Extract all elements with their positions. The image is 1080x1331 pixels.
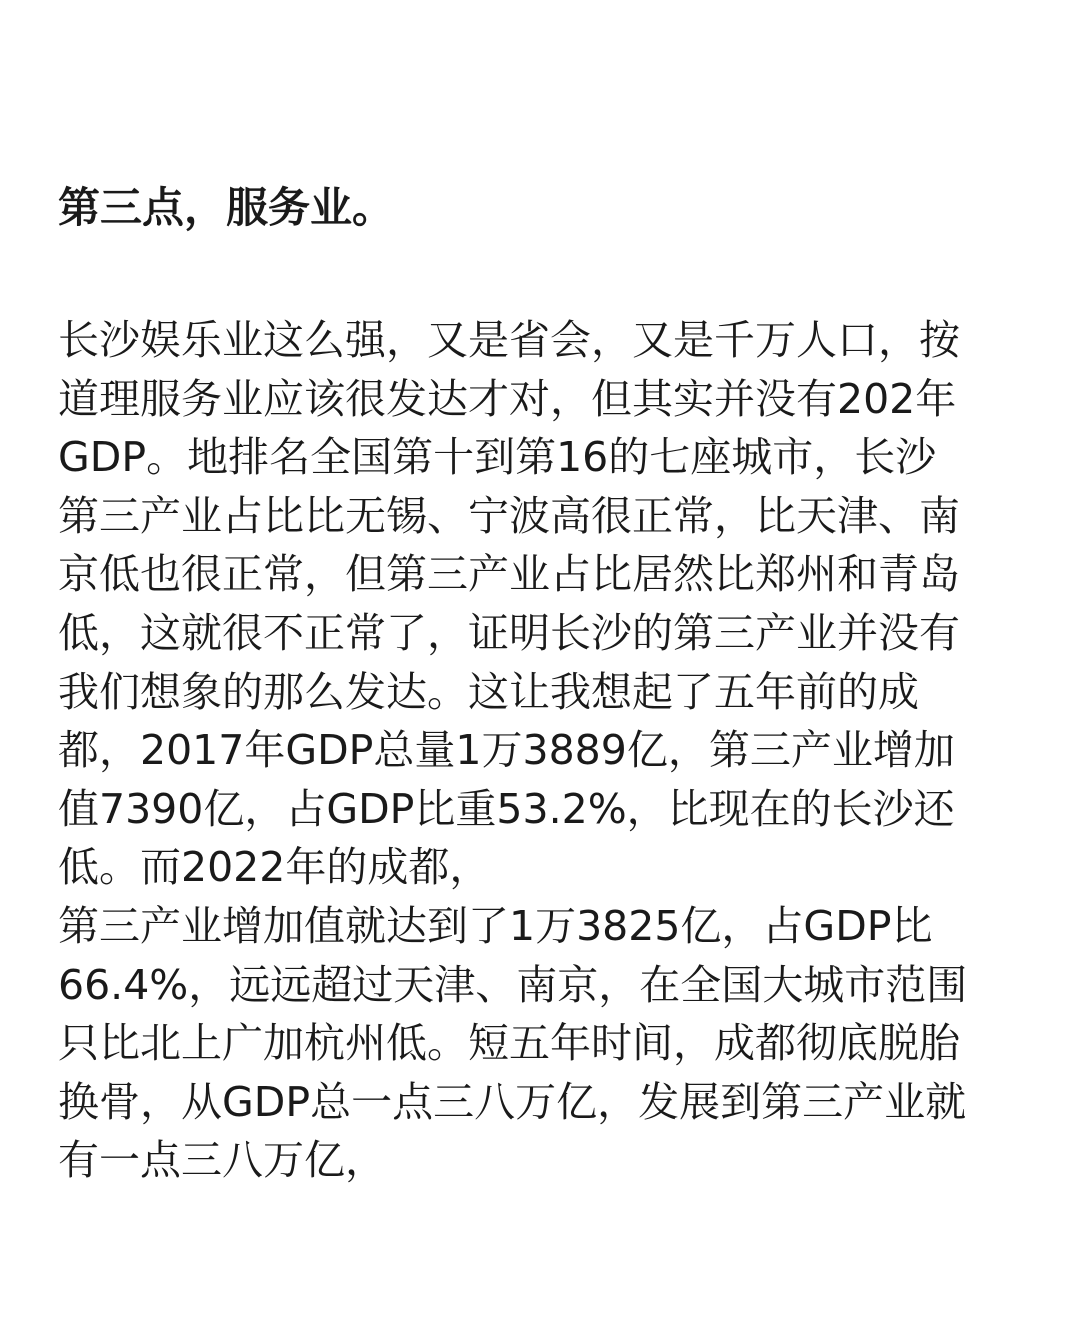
- text-line: 换骨，从GDP总一点三八万亿，发展到第三产业就: [58, 1077, 967, 1126]
- text-line: 我们想象的那么发达。这让我想起了五年前的成: [58, 667, 919, 716]
- article-body: [58, 178, 1028, 1190]
- paragraph-1: [58, 311, 1028, 897]
- text-line: 66.4%，远远超过天津、南京，在全国大城市范围: [58, 960, 968, 1009]
- paragraph-2: [58, 897, 1028, 1190]
- text-line: 低。而2022年的成都，: [58, 843, 491, 892]
- text-line: 京低也很正常，但第三产业占比居然比郑州和青岛: [58, 550, 960, 599]
- text-line: 都，2017年GDP总量1万3889亿，第三产业增加: [58, 726, 955, 775]
- section-heading: 第三点，服务业。: [58, 183, 395, 232]
- text-line: 第三产业占比比无锡、宁波高很正常，比天津、南: [58, 491, 960, 540]
- text-line: 长沙娱乐业这么强，又是省会，又是千万人口，按: [58, 316, 960, 364]
- text-line: 第三产业增加值就达到了1万3825亿，占GDP比: [58, 901, 933, 950]
- text-line: 低，这就很不正常了，证明长沙的第三产业并没有: [58, 608, 960, 657]
- text-line: 有一点三八万亿，: [58, 1136, 386, 1185]
- text-line: 值7390亿，占GDP比重53.2%，比现在的长沙还: [58, 784, 955, 833]
- text-line: 道理服务业应该很发达才对，但其实并没有202年: [58, 374, 957, 423]
- text-line: GDP。地排名全国第十到第16的七座城市，长沙: [58, 433, 937, 482]
- text-line: 只比北上广加杭州低。短五年时间，成都彻底脱胎: [58, 1019, 960, 1068]
